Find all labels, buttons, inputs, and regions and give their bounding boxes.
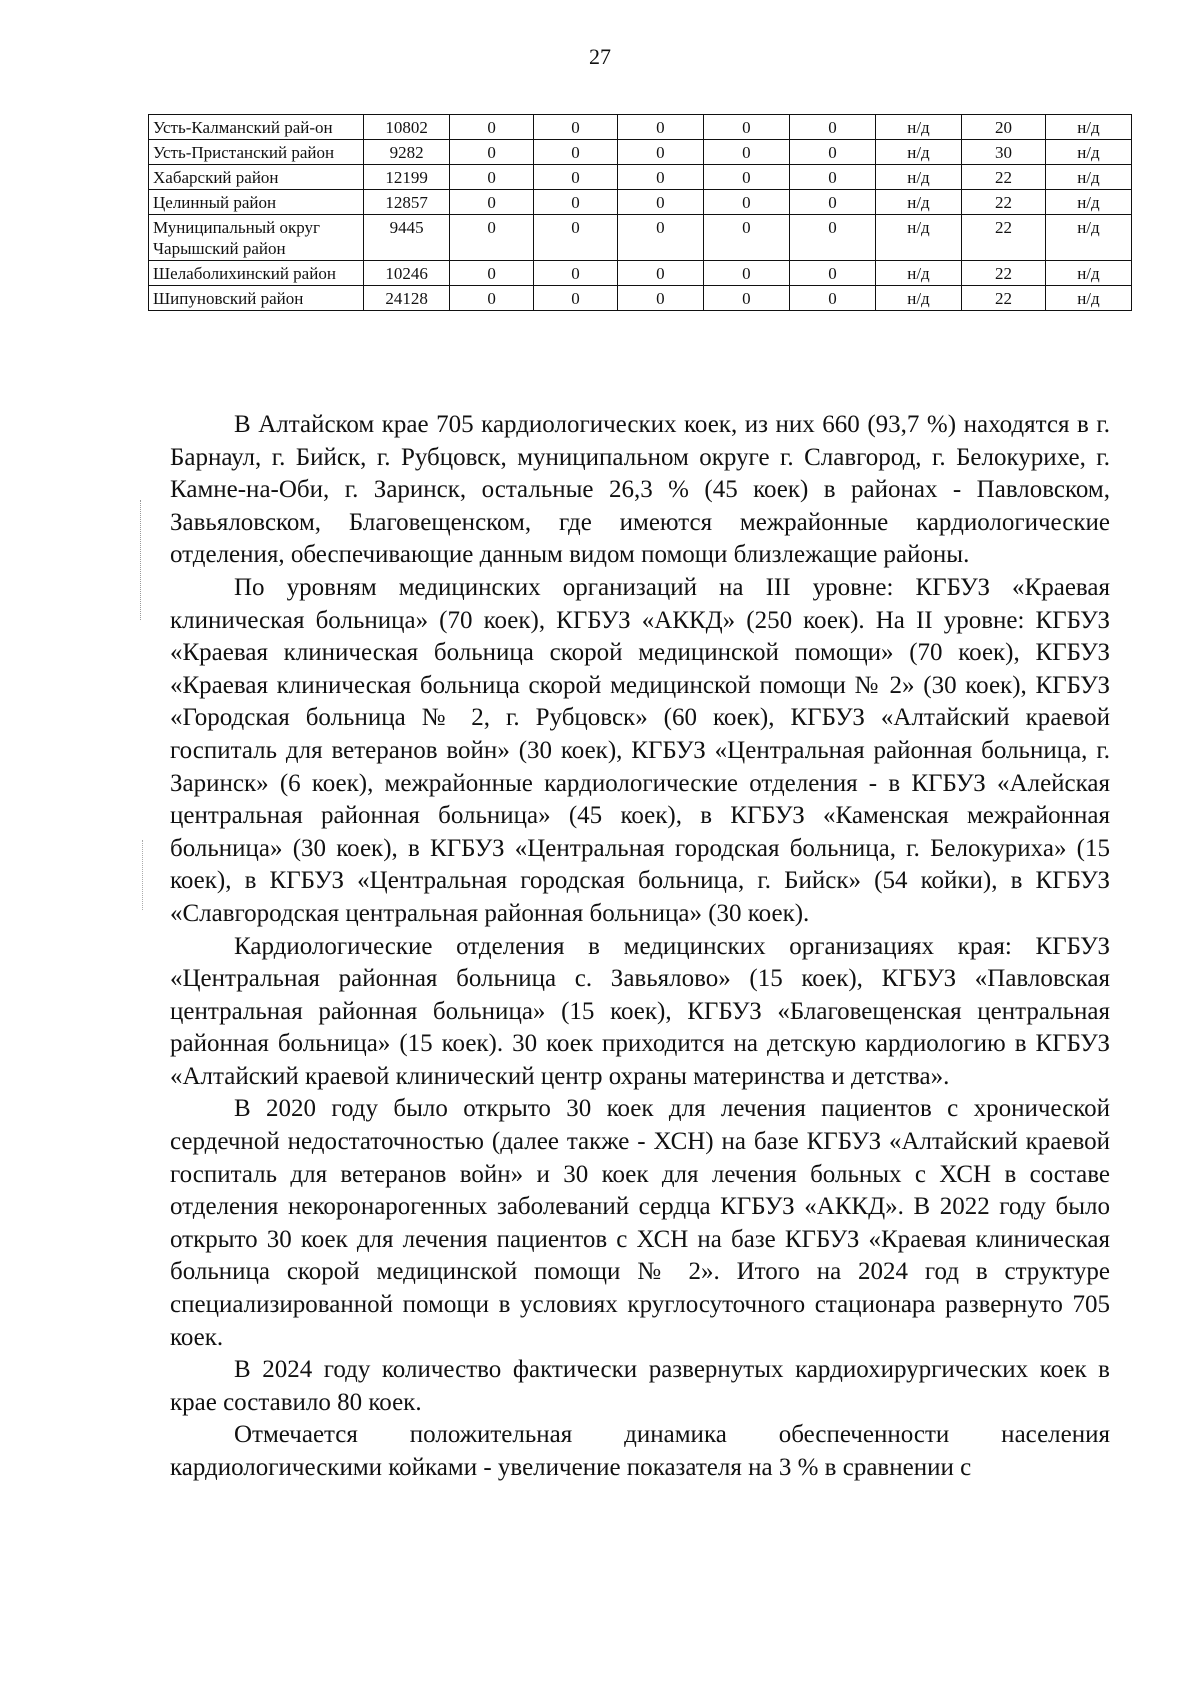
table-cell: 0 [703,165,789,190]
table-cell: 0 [703,140,789,165]
table-cell: 0 [617,190,703,215]
body-text [170,409,1110,1485]
paragraph: Отмечается положительная динамика обеспеченности населения кардиологическими койками - увеличение показателя на 3 % в сравнении с [170,1421,1110,1481]
table-cell: 0 [534,215,618,261]
table-cell: 22 [962,165,1046,190]
table-cell: 22 [962,215,1046,261]
table-cell: 22 [962,261,1046,286]
table-cell: 0 [450,261,534,286]
table-cell: 22 [962,286,1046,311]
district-name-cell: Шипуновский район [149,286,364,311]
table-cell: 0 [534,261,618,286]
paragraph: В Алтайском крае 705 кардиологических коек, из них 660 (93,7 %) находятся в г. Барнаул, г. Бийск, г. Рубцовск, муниципальном округе г. Славгород, г. Белокурихе, г. Камне-на-Оби, г. Заринск, остальные 26,3 % (45 коек) в районах - Павловском, Завьяловском, Благовещенском, где имеются межрайонные кардиологические отделения, обеспечивающие данным видом помощи близлежащие районы. [170,411,1110,569]
table-cell: 0 [450,215,534,261]
paragraph: По уровням медицинских организаций на III уровне: КГБУЗ «Краевая клиническая больница» (70 коек), КГБУЗ «АККД» (250 коек). На II уровне: КГБУЗ «Краевая клиническая больница скорой медицинской помощи» (70 коек), КГБУЗ «Краевая клиническая больница скорой медицинской помощи № 2» (30 коек), КГБУЗ «Городская больница № 2, г. Рубцовск» (60 коек), КГБУЗ «Алтайский краевой госпиталь для ветеранов войн» (30 коек), КГБУЗ «Центральная районная больница, г. Заринск» (6 коек), межрайонные кардиологические отделения - в КГБУЗ «Алейская центральная районная больница» (45 коек), в КГБУЗ «Каменская межрайонная больница» (30 коек), в КГБУЗ «Центральная городская больница, г. Белокуриха» (15 коек), в КГБУЗ «Центральная городская больница, г. Бийск» (54 койки), в КГБУЗ «Славгородская центральная районная больница» (30 коек). [170,573,1110,927]
district-name-cell: Муниципальный округ Чарышский район [149,215,364,261]
table-cell: 0 [703,261,789,286]
district-name-cell: Целинный район [149,190,364,215]
table-cell: 30 [962,140,1046,165]
table-cell: н/д [1045,261,1131,286]
scan-artifact [142,840,149,910]
district-name-cell: Усть-Калманский рай-он [149,115,364,140]
table-cell: 22 [962,190,1046,215]
table-cell: 0 [534,140,618,165]
table-cell: 0 [534,115,618,140]
table-row [149,115,1132,140]
table-cell: 0 [789,190,875,215]
table-cell: 0 [450,115,534,140]
table-cell: 0 [789,286,875,311]
table-cell: 0 [703,190,789,215]
table-row [149,261,1132,286]
table-cell: 0 [789,261,875,286]
table-row [149,286,1132,311]
table-cell: 0 [617,215,703,261]
table-cell: 0 [789,140,875,165]
table-cell: 10246 [364,261,450,286]
table-cell: 0 [534,165,618,190]
table-cell: 0 [617,165,703,190]
district-name-cell: Шелаболихинский район [149,261,364,286]
table-cell: 12199 [364,165,450,190]
paragraph: Кардиологические отделения в медицинских организациях края: КГБУЗ «Центральная районная больница с. Завьялово» (15 коек), КГБУЗ «Павловская центральная районная больница» (15 коек), КГБУЗ «Благовещенская центральная районная больница» (15 коек). 30 коек приходится на детскую кардиологию в КГБУЗ «Алтайский краевой клинический центр охраны материнства и детства». [170,932,1110,1090]
table-row [149,165,1132,190]
table-cell: н/д [1045,286,1131,311]
table-cell: 0 [450,286,534,311]
table-cell: 0 [617,286,703,311]
table-row [149,215,1132,261]
table-cell: 0 [703,115,789,140]
table-row [149,190,1132,215]
paragraph: В 2020 году было открыто 30 коек для лечения пациентов с хронической сердечной недостаточностью (далее также - ХСН) на базе КГБУЗ «Алтайский краевой госпиталь для ветеранов войн» и 30 коек для лечения больных с ХСН в составе отделения некоронарогенных заболеваний сердца КГБУЗ «АККД». В 2022 году было открыто 30 коек для лечения пациентов с ХСН на базе КГБУЗ «Краевая клиническая больница скорой медицинской помощи № 2». Итого на 2024 год в структуре специализированной помощи в условиях круглосуточного стационара развернуто 705 коек. [170,1095,1110,1351]
table-cell: 0 [789,215,875,261]
table-cell: н/д [875,215,961,261]
table-row [149,140,1132,165]
table-cell: 0 [450,140,534,165]
table-body [149,115,1132,311]
district-name-cell: Усть-Пристанский район [149,140,364,165]
table-cell: 0 [789,165,875,190]
table-cell: н/д [1045,215,1131,261]
table-cell: 0 [617,140,703,165]
district-name-cell: Хабарский район [149,165,364,190]
table-cell: 0 [617,261,703,286]
table-cell: 0 [789,115,875,140]
table-cell: н/д [1045,165,1131,190]
table-cell: 0 [534,190,618,215]
table-cell: н/д [1045,115,1131,140]
table-cell: н/д [875,115,961,140]
table-cell: 9445 [364,215,450,261]
page-number: 27 [589,44,611,69]
table-cell: 0 [617,115,703,140]
table-cell: 9282 [364,140,450,165]
table-cell: н/д [875,165,961,190]
scan-artifact [140,500,149,620]
table-cell: 0 [450,165,534,190]
table-cell: н/д [1045,140,1131,165]
table-cell: н/д [875,140,961,165]
table-cell: 10802 [364,115,450,140]
table-cell: н/д [875,286,961,311]
paragraph: В 2024 году количество фактически развернутых кардиохирургических коек в крае составило 80 коек. [170,1356,1110,1416]
table-cell: 0 [450,190,534,215]
table-cell: 0 [534,286,618,311]
district-table [148,114,1132,311]
table-cell: н/д [875,261,961,286]
table-cell: 0 [703,286,789,311]
table-cell: 20 [962,115,1046,140]
table-cell: 12857 [364,190,450,215]
table-cell: 24128 [364,286,450,311]
table-cell: н/д [875,190,961,215]
table-cell: н/д [1045,190,1131,215]
table-cell: 0 [703,215,789,261]
